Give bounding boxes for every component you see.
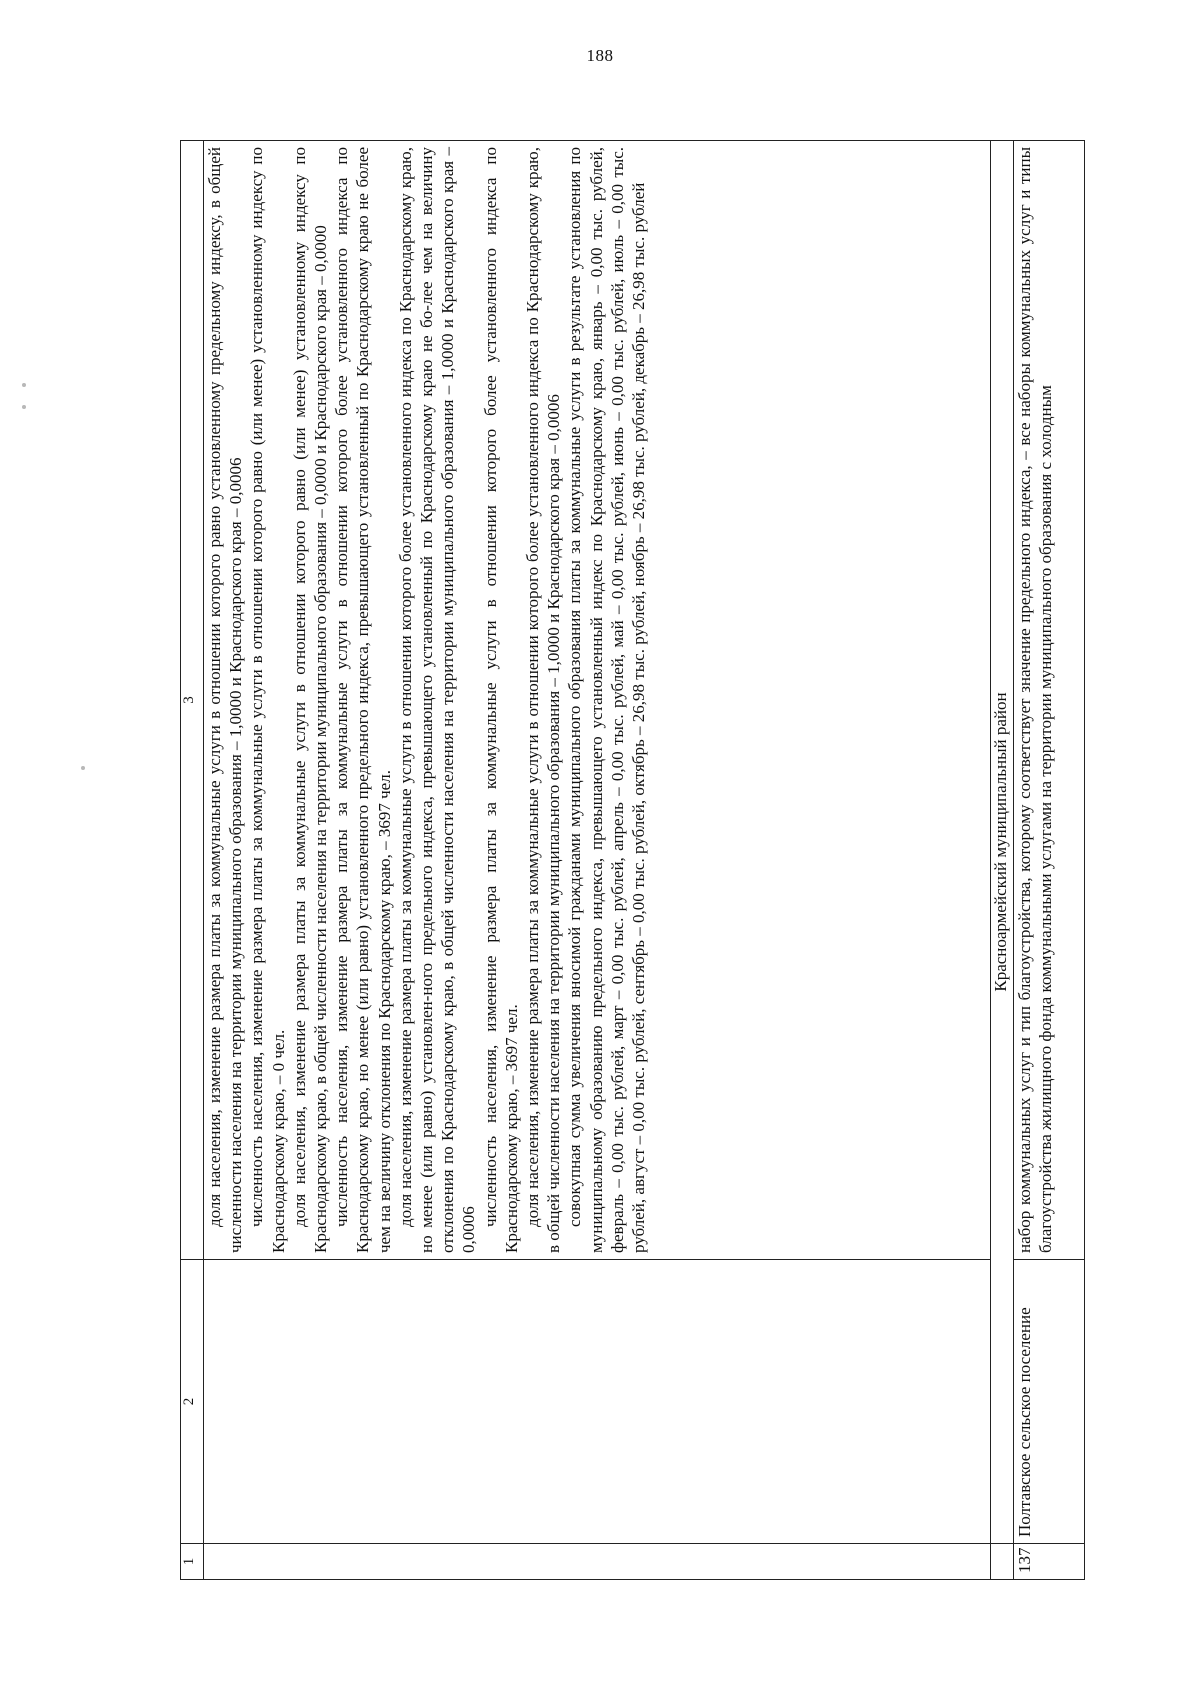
paragraph: доля населения, изменение размера платы за коммунальные услуги в отношении которого более установленного индекса по Краснодарскому краю, в общей численности населения на территории муниципального образования – 1,0000 и Краснодарского края – 0,0006 [523, 147, 564, 1253]
description-cell [204, 141, 991, 1260]
district-empty-cell [991, 1544, 1014, 1580]
column-header-1: 1 [181, 1544, 204, 1580]
paragraph: численность населения, изменение размера платы за коммунальные услуги в отношении которого равно (или менее) установленному индексу по Краснодарскому краю, – 0 чел. [247, 147, 288, 1253]
row-number: 137 [1014, 1544, 1085, 1580]
district-header-row [991, 141, 1014, 1580]
paragraph: набор коммунальных услуг и тип благоустройства, которому соответствует значение предельного индекса, – все наборы коммунальных услуг и типы благоустройства жилищного фонда коммунальными услугами на территории муниципального образования с холодным [1015, 147, 1056, 1253]
paragraph: численность населения, изменение размера платы за коммунальные услуги в отношении которого более установленного индекса по Краснодарскому краю, – 3697 чел. [480, 147, 521, 1253]
data-table [180, 140, 1085, 1580]
page-number: 188 [586, 46, 614, 65]
district-name: Красноармейский муниципальный район [991, 141, 1014, 1544]
table-row-continued [204, 141, 991, 1580]
paragraph: совокупная сумма увеличения вносимой гражданами муниципального образования платы за коммунальные услуги в результате установления по муниципальному образованию предельного индекса, превышающего установленный индекс по Краснодарскому краю, январь – 0,00 тыс. рублей, февраль – 0,00 тыс. рублей, март – 0,00 тыс. рублей, апрель – 0,00 тыс. рублей, май – 0,00 тыс. рублей, июнь – 0,00 тыс. рублей, июль – 0,00 тыс. рублей, август – 0,00 тыс. рублей, сентябрь – 0,00 тыс. рублей, октябрь – 26,98 тыс. рублей, ноябрь – 26,98 тыс. рублей, декабрь – 26,98 тыс. рублей [565, 147, 649, 1253]
binder-hole-mark [81, 766, 85, 770]
row-number-cell [204, 1544, 991, 1580]
description-cell [1014, 141, 1085, 1260]
column-header-3: 3 [181, 141, 204, 1260]
rotated-table-frame [180, 140, 1085, 1580]
settlement-name: Полтавское сельское поселение [1014, 1260, 1085, 1544]
paragraph: доля населения, изменение размера платы за коммунальные услуги в отношении которого равно установленному предельному индексу, в общей численности населения на территории муниципального образования – 1,0000 и Краснодарского края – 0,0006 [205, 147, 246, 1253]
table-row [1014, 141, 1085, 1580]
settlement-cell [204, 1260, 991, 1544]
paragraph: численность населения, изменение размера платы за коммунальные услуги в отношении которого более установленного индекса по Краснодарскому краю, но менее (или равно) установленного предельного индекса, превышающего установленный по Краснодарскому краю не более чем на величину отклонения по Краснодарскому краю, – 3697 чел. [332, 147, 394, 1253]
binder-hole-mark [22, 383, 26, 387]
paragraph: доля населения, изменение размера платы за коммунальные услуги в отношении которого равно (или менее) установленному индексу по Краснодарскому краю, в общей численности населения на территории муниципального образования – 0,0000 и Краснодарского края – 0,0000 [289, 147, 331, 1253]
table-header-row [181, 141, 204, 1580]
binder-hole-mark [22, 405, 26, 409]
paragraph: доля населения, изменение размера платы за коммунальные услуги в отношении которого более установленного индекса по Краснодарскому краю, но менее (или равно) установлен-ного предельного индекса, превышающего установленный по Краснодарскому краю не бо-лее чем на величину отклонения по Краснодарскому краю, в общей численности населения на территории муниципального образования – 1,0000 и Краснодарского края – 0,0006 [395, 147, 479, 1253]
column-header-2: 2 [181, 1260, 204, 1544]
